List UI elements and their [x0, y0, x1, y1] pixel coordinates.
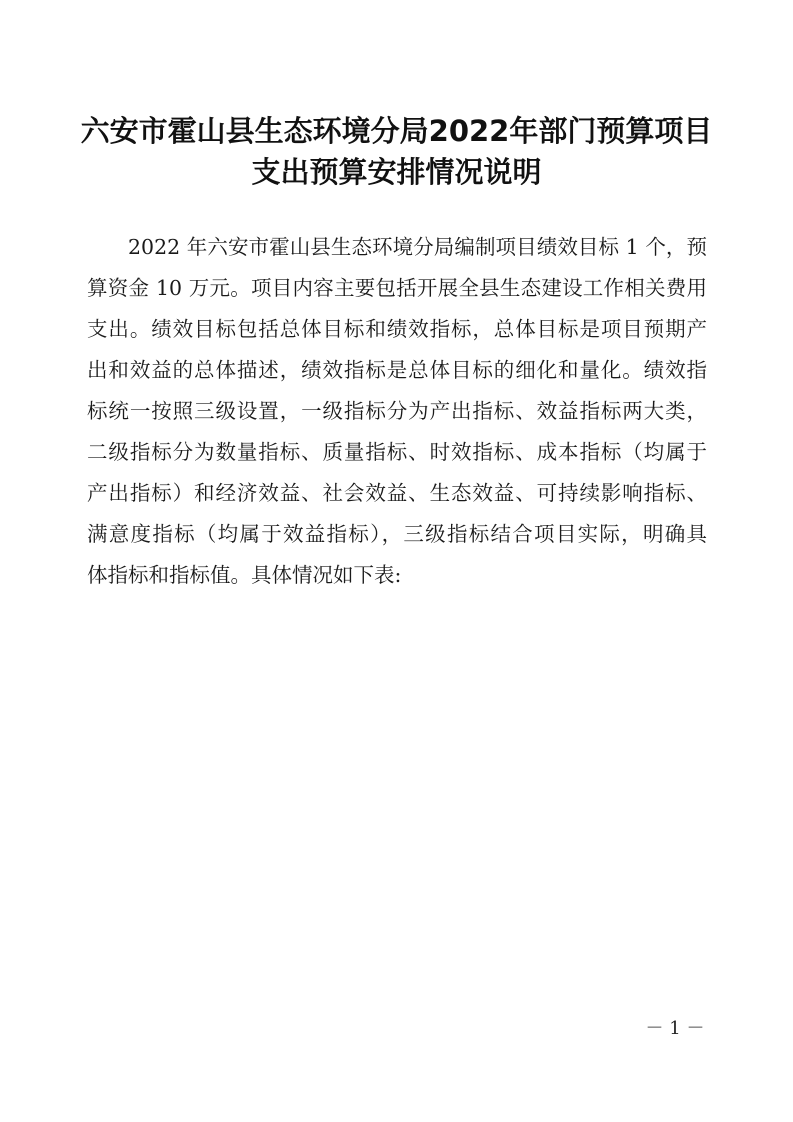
body-line-8: 满意度指标（均属于效益指标），三级指标结合项目实际，明确具: [87, 522, 707, 546]
body-line-6: 二级指标分为数量指标、质量指标、时效指标、成本指标（均属于: [87, 440, 707, 464]
document-body-paragraph: [87, 227, 707, 596]
body-line-3: 支出。绩效目标包括总体目标和绩效指标，总体目标是项目预期产: [87, 317, 707, 341]
body-line-2: 算资金 10 万元。项目内容主要包括开展全县生态建设工作相关费用: [87, 276, 707, 300]
document-title-line-2: 支出预算安排情况说明: [251, 155, 542, 189]
body-line-1: 2022 年六安市霍山县生态环境分局编制项目绩效目标 1 个，预: [128, 235, 707, 259]
body-line-5: 标统一按照三级设置，一级指标分为产出指标、效益指标两大类，: [87, 399, 707, 423]
body-line-4: 出和效益的总体描述，绩效指标是总体目标的细化和量化。绩效指: [87, 358, 707, 382]
body-line-9: 体指标和指标值。具体情况如下表:: [87, 563, 402, 587]
body-line-7: 产出指标）和经济效益、社会效益、生态效益、可持续影响指标、: [87, 481, 707, 505]
page-number: － 1 －: [645, 1018, 705, 1039]
document-title-line-1: 六安市霍山县生态环境分局2022年部门预算项目: [80, 114, 713, 148]
